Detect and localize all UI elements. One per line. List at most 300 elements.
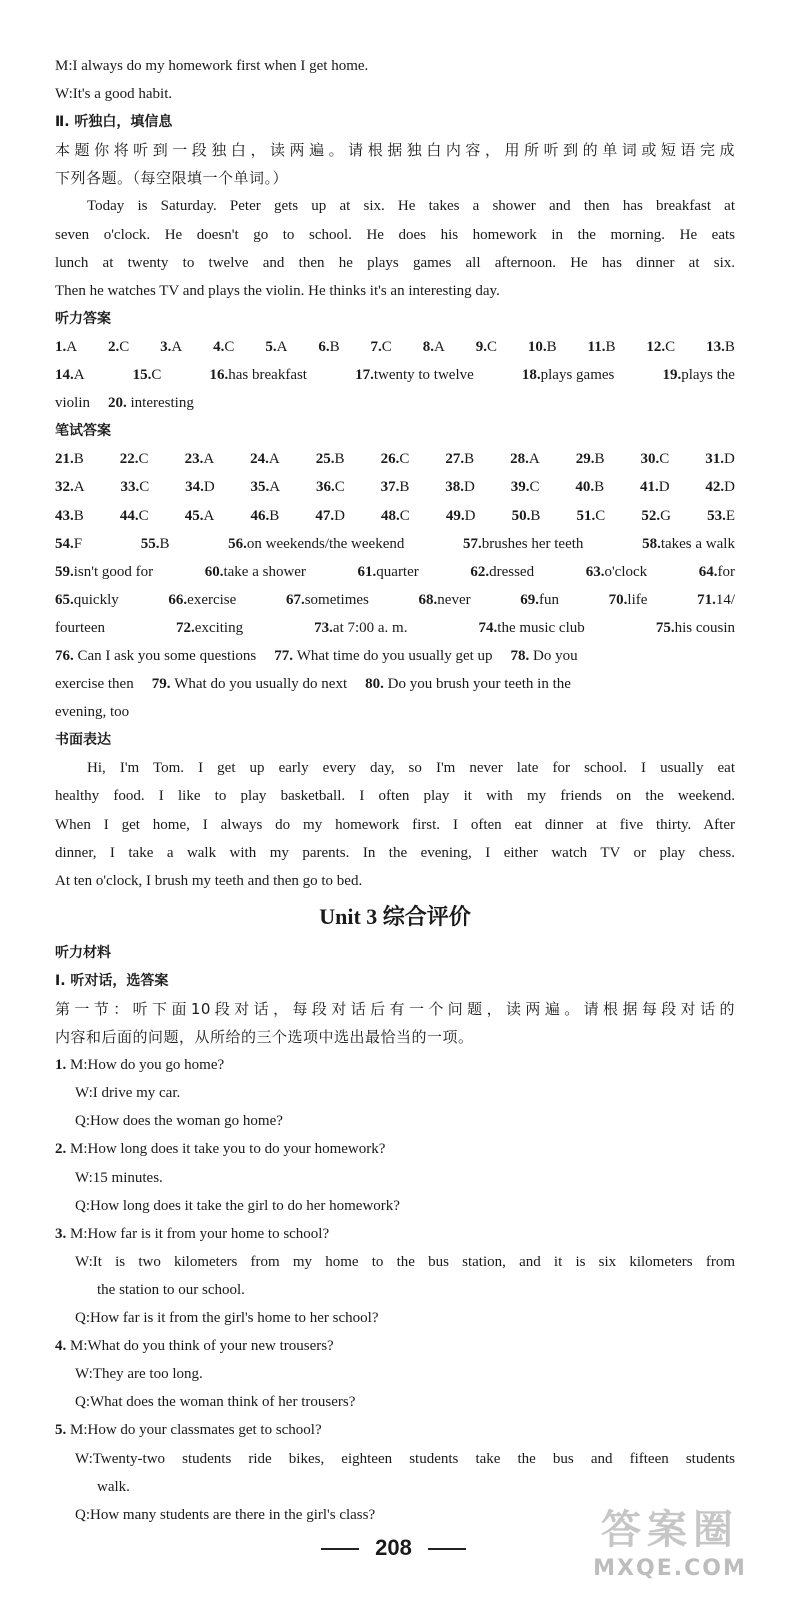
dialogue-line [55,1388,735,1416]
answer-item [642,530,735,558]
dialogue-number: 4 [55,1338,63,1355]
answer-dot: . [430,338,434,355]
answer-number: 58 [642,535,658,552]
answer-number: 50 [511,507,527,524]
answer-number: 13 [706,338,722,355]
dialogue-text: How far is it from the girl's home to her school? [90,1310,379,1327]
footer-dash [321,1548,359,1550]
dialogue-list [55,1051,735,1529]
answer-item [588,333,616,361]
dialogue-line: W:It's a good habit. [55,86,173,103]
dialogue-text: How many students are there in the girl's class? [90,1506,376,1523]
answer-number: 32 [55,479,70,496]
answer-number: 25 [315,451,331,468]
dialogue-line [55,1304,735,1332]
answer-text: A [276,338,288,355]
speaker-label: M [70,1338,84,1355]
answer-number: 75 [655,619,671,636]
answer-dot: . [380,676,388,693]
answer-item [520,586,559,614]
writing-line: dinner, I take a walk with my parents. In the evening, I either watch TV or play chess. [55,844,735,861]
answer-item [251,473,281,501]
answer-number: 41 [639,479,655,496]
answer-text: C [399,451,410,468]
answer-text: A [171,338,183,355]
instruction-line: 下列各题。（每空限填一个单词。） [55,169,289,188]
unit-title [55,895,735,939]
answer-item [445,473,475,501]
answer-dot: . [115,338,120,355]
answer-item [55,445,84,473]
answer-item [641,445,670,473]
answer-dot: . [167,338,172,355]
answer-dot: . [70,535,74,552]
answer-dot: . [601,338,606,355]
answer-item [528,333,557,361]
answer-number: 66 [168,591,184,608]
dialogue-line [55,1051,735,1079]
answer-number: 38 [445,479,461,496]
answer-number: 62 [470,563,486,580]
answer-item [55,704,129,720]
speaker-colon: : [83,1057,88,1074]
answer-item [314,614,407,642]
speaker-colon: : [85,1197,91,1214]
answer-number: 21 [55,451,70,468]
answer-item [55,395,90,411]
materials-heading: 听力材料 [55,944,111,961]
answer-dot: . [70,591,74,608]
answer-item [176,614,243,642]
answer-dot: . [600,563,605,580]
monologue-line: Today is Saturday. Peter gets up at six. He takes a shower and then has breakfast at [87,198,735,215]
answer-text: B [605,338,616,355]
answer-dot: . [70,563,74,580]
monologue-line: Then he watches TV and plays the violin. He thinks it's an interesting day. [55,282,500,299]
answer-number: 43 [55,507,70,524]
answer-number: 27 [445,451,461,468]
answer-number: 36 [315,479,331,496]
dialogue-line [55,1164,735,1192]
answer-text: B [530,507,541,524]
answer-item [512,502,541,530]
answer-number: 34 [185,479,201,496]
answer-dot: . [720,479,725,496]
answer-dot: . [134,507,139,524]
answer-item [55,676,134,692]
answer-number: 17 [355,367,371,384]
answer-item [55,586,119,614]
answer-text: D [463,479,475,496]
answer-item [640,473,670,501]
answer-number: 4 [213,338,221,355]
answer-dot: . [224,367,229,384]
listening-answers [55,333,735,417]
answer-number: 16 [209,367,225,384]
answer-item [656,614,735,642]
answer-number: 68 [418,591,434,608]
answer-dot: . [70,367,74,384]
answer-text: B [399,479,410,496]
answer-item [210,361,307,389]
speaker-colon: : [85,1113,91,1130]
answer-item [365,676,571,692]
answer-number: 3 [160,338,168,355]
answer-text: A [203,451,215,468]
dialogue-dot: . [62,1422,70,1439]
answer-text: B [594,479,605,496]
answer-item [316,473,345,501]
answer-dot: . [155,535,160,552]
answer-text: C [119,338,130,355]
answer-number: 14 [55,367,70,384]
answer-text: brushes her teeth [481,535,584,552]
answer-dot: . [460,507,465,524]
dialogue-line [55,1332,735,1360]
answer-text: D [334,507,345,524]
answer-dot: . [483,338,487,355]
answer-dot: . [70,479,74,496]
answer-number: 8 [422,338,431,355]
answer-number: 19 [662,367,678,384]
answer-item [286,586,369,614]
answer-item [575,473,604,501]
answer-item [707,502,735,530]
answer-number: 79 [151,676,167,693]
answer-text: at 7:00 a. m. [332,619,408,636]
answer-number: 35 [250,479,266,496]
writing-line: healthy food. I like to play basketball. I often play it with my friends on the weekend. [55,788,735,805]
dialogue-line [55,1416,735,1444]
answer-text: D [464,507,476,524]
answer-row [55,333,735,361]
answer-dot: . [70,507,74,524]
answer-item [476,333,497,361]
answer-dot: . [62,338,67,355]
speaker-label: W [75,1253,89,1270]
answer-dot: . [721,338,725,355]
answer-dot: . [372,563,377,580]
answer-text: plays games [540,367,615,384]
answer-text: sometimes [304,591,369,608]
answer-text: C [659,451,670,468]
answer-dot: . [525,479,530,496]
answer-text: B [159,535,170,552]
answer-item [55,473,85,501]
answer-number: 59 [55,563,70,580]
answer-dot: . [135,479,140,496]
speaker-colon: : [88,1085,93,1102]
dialogue-text: It is two kilometers from my home to the bus station, and it is six kilometers from [92,1253,735,1270]
answer-item [510,445,540,473]
speaker-label: W [75,1085,89,1102]
dialogue-dot: . [62,1225,70,1242]
answer-number: 55 [140,535,156,552]
answer-dot: . [525,647,534,664]
answer-item [419,586,471,614]
answer-text: B [334,451,345,468]
answer-dot: . [590,451,595,468]
answer-dot: . [478,535,482,552]
answer-item [55,361,85,389]
answer-text: exercise [187,591,237,608]
answer-text: B [329,338,340,355]
answer-text: dressed [489,563,535,580]
answer-dot: . [395,451,400,468]
answer-text: A [66,338,78,355]
answer-item [641,502,671,530]
dialogue-line [55,1220,735,1248]
written-answers-heading: 笔试答案 [55,423,111,440]
answer-text: B [73,451,84,468]
section-heading: Ⅰ. 听对话，选答案 [55,972,169,989]
answer-item [108,395,194,411]
answer-number: 67 [285,591,301,608]
instruction-line: 本题你将听到一段独白，读两遍。请根据独白内容，用所听到的单词或短语完成 [55,141,735,160]
answer-item [141,530,170,558]
watermark-url: MXQE.COM [593,1556,747,1581]
answer-dot: . [677,367,682,384]
dialogue-number: 5 [55,1422,63,1439]
answer-item [185,445,215,473]
answer-item [446,502,476,530]
answer-dot: . [395,479,400,496]
answer-item [55,502,84,530]
dialogue-text: What does the woman think of her trousers? [90,1394,356,1411]
speaker-label: M [70,1225,84,1242]
answer-number: 12 [646,338,662,355]
answer-dot: . [199,451,204,468]
dialogue-number: 3 [55,1225,63,1242]
answer-item [315,502,345,530]
answer-item [445,445,474,473]
dialogue-line [55,1445,735,1473]
speaker-label: Q [75,1394,86,1411]
answer-dot: . [200,479,204,496]
answer-number: 60 [204,563,220,580]
answer-dot: . [70,451,74,468]
answer-item [213,333,234,361]
watermark-logo [560,1505,780,1595]
answer-item [120,473,149,501]
answer-item [586,558,647,586]
answer-row [55,642,735,670]
answer-number: 46 [250,507,266,524]
answer-item [160,333,182,361]
answer-text: C [224,338,235,355]
answer-dot: . [433,591,438,608]
answer-dot: . [220,338,225,355]
answer-text: A [73,367,85,384]
watermark-text: 答案圈 [601,1507,739,1553]
answer-item [185,502,215,530]
answer-text: 14/ [715,591,735,608]
speaker-label: Q [75,1197,86,1214]
answer-number: 47 [315,507,331,524]
answer-text: A [203,507,215,524]
answer-dot: . [657,535,661,552]
answer-text: C [138,507,149,524]
answer-item [705,473,735,501]
answer-text: quarter [376,563,419,580]
answer-number: 53 [707,507,723,524]
answer-number: 65 [55,591,70,608]
answer-number: 23 [184,451,200,468]
answer-number: 48 [381,507,397,524]
answer-dot: . [661,338,666,355]
answer-text: D [203,479,215,496]
answer-text: twenty to twelve [373,367,474,384]
monologue-line: lunch at twenty to twelve and then he plays games all afternoon. He has dinner at six. [55,254,735,271]
answer-dot: . [219,563,224,580]
dialogue-text: I drive my car. [92,1085,181,1102]
answer-item [646,333,675,361]
answer-number: 40 [575,479,591,496]
answer-dot: . [720,451,725,468]
answer-text: the music club [497,619,585,636]
speaker-colon: : [88,1253,93,1270]
answer-text: never [437,591,471,608]
answer-text: B [73,507,84,524]
answer-item [228,530,404,558]
answer-item [381,445,410,473]
answer-text: B [464,451,475,468]
answer-dot: . [166,676,175,693]
speaker-label: W [75,1169,89,1186]
answer-item [511,648,578,664]
answer-item [133,361,162,389]
answer-dot: . [542,338,547,355]
answer-row [55,670,735,698]
answer-item [318,333,339,361]
answer-dot: . [655,451,660,468]
answer-row [55,473,735,501]
answer-text: C [139,479,150,496]
answer-number: 64 [698,563,714,580]
answer-text: C [529,479,540,496]
answer-number: 77 [274,647,290,664]
answer-number: 15 [132,367,148,384]
answer-dot: . [329,619,333,636]
speaker-label: M [70,1422,84,1439]
answer-text: E [725,507,735,524]
answer-number: 76 [55,647,70,664]
answer-item [662,361,735,389]
answer-text: What do you usually do next [174,676,348,693]
answer-number: 78 [510,647,526,664]
answer-text: A [269,479,281,496]
document-page [55,52,735,1529]
answer-item [355,361,474,389]
answer-number: 6 [318,338,326,355]
answer-dot: . [670,619,675,636]
answer-text: has breakfast [228,367,307,384]
dialogue-line [55,1360,735,1388]
answer-item [609,586,648,614]
answer-number: 2 [108,338,116,355]
answer-text: D [724,479,735,496]
answer-text: C [399,507,410,524]
answer-number: 39 [510,479,526,496]
answer-number: 28 [510,451,526,468]
monologue-line: seven o'clock. He doesn't go to school. He does his homework in the morning. He eats [55,226,735,243]
dialogue-line [55,1192,735,1220]
dialogue-line: M:I always do my homework first when I get home. [55,58,369,74]
answer-dot: . [265,451,269,468]
answer-number: 74 [478,619,494,636]
answer-text: Can I ask you some questions [77,647,257,664]
speaker-colon: : [88,1450,93,1467]
answer-number: 45 [184,507,200,524]
answer-row [55,361,735,389]
answer-item [55,614,105,642]
answer-text: D [658,479,670,496]
answer-item [705,445,735,473]
answer-text: A [433,338,445,355]
answer-dot: . [396,507,400,524]
answer-item [55,333,77,361]
answer-item [576,445,605,473]
answer-text: evening, too [55,704,130,721]
speaker-colon: : [83,1338,88,1355]
answer-number: 70 [608,591,624,608]
answer-text: C [381,338,392,355]
answer-text: exercise then [55,676,134,693]
answer-number: 57 [463,535,479,552]
answer-text: for [717,563,735,580]
answer-item [699,558,735,586]
answer-item [205,558,306,586]
answer-item [697,586,735,614]
footer-dash [428,1548,466,1550]
answer-text: violin [55,395,91,412]
dialogue-text: How long does it take you to do your homework? [87,1141,386,1158]
answer-text: A [268,451,280,468]
answer-item [423,333,445,361]
unit-title-en: Unit 3 [319,903,378,929]
answer-number: 54 [55,535,70,552]
answer-text: plays the [681,367,735,384]
answer-item [463,530,583,558]
answer-dot: . [370,367,374,384]
dialogue-text: How far is it from your home to school? [87,1225,330,1242]
answer-item [706,333,735,361]
answer-dot: . [525,451,529,468]
writing-line: At ten o'clock, I brush my teeth and then go to bed. [55,872,363,889]
speaker-colon: : [83,1225,88,1242]
answer-number: 56 [228,535,244,552]
answer-dot: . [300,591,305,608]
answer-dot: . [134,451,139,468]
answer-dot: . [460,451,465,468]
answer-number: 80 [365,676,381,693]
speaker-colon: : [88,1366,93,1383]
answer-text: exciting [194,619,244,636]
answer-item [185,473,215,501]
answer-number: 26 [380,451,396,468]
answer-dot: . [243,535,247,552]
answer-text: F [73,535,83,552]
answer-item [152,676,347,692]
answer-number: 5 [265,338,273,355]
answer-text: C [138,451,149,468]
writing-line: Hi, I'm Tom. I get up early every day, so I'm never late for school. I usually eat [87,760,735,777]
answer-dot: . [536,367,541,384]
answer-text: C [334,479,345,496]
answer-dot: . [70,647,78,664]
writing-line: When I get home, I always do my homework first. I often eat dinner at five thirty. After [55,816,735,833]
answer-item [371,333,392,361]
